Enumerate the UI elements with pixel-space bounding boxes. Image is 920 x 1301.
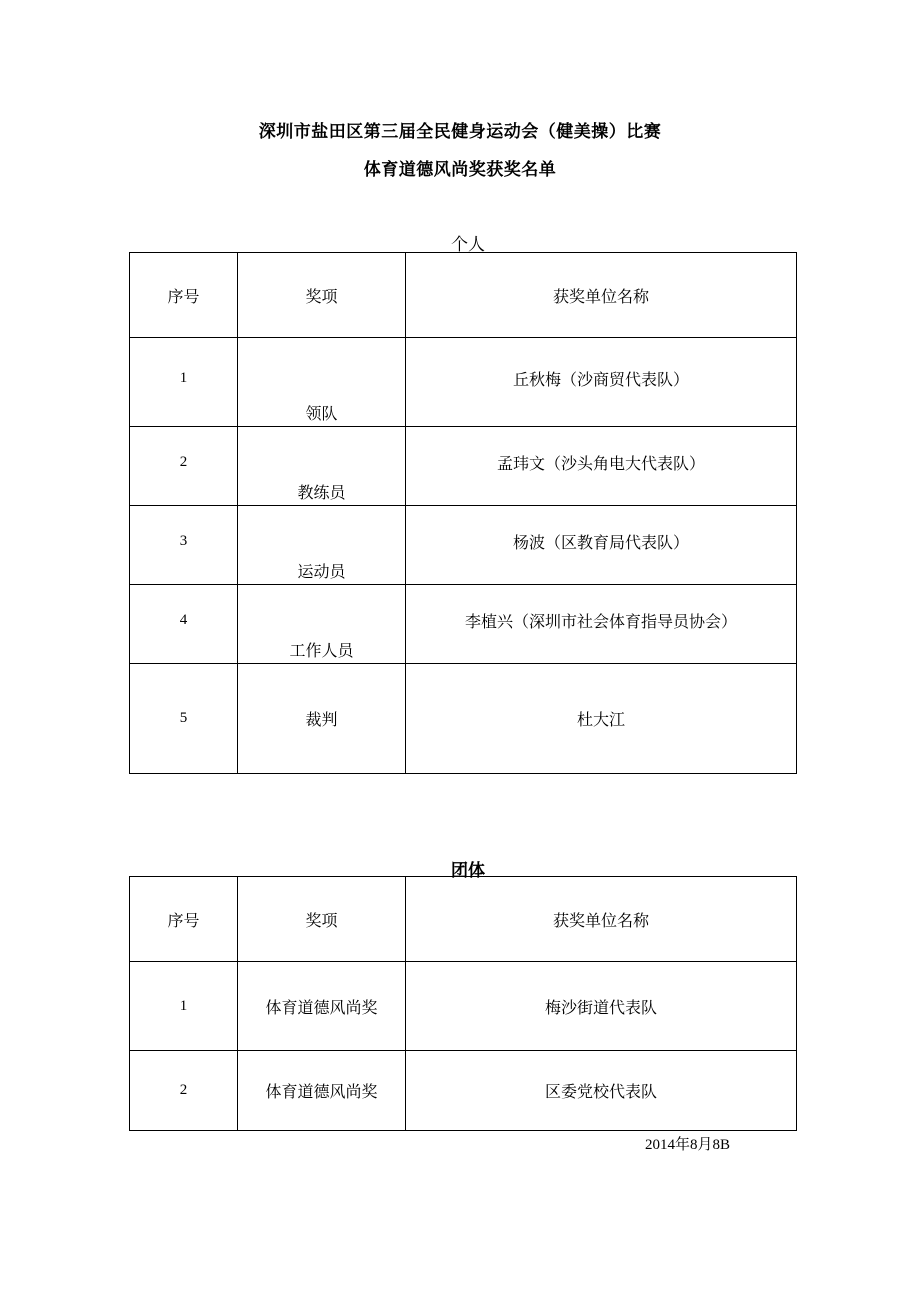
winner-name-text: 杨波（区教育局代表队） [512, 532, 689, 552]
award-name: 体育道德风尚奖 [238, 1051, 406, 1131]
award-name: 体育道德风尚奖 [238, 962, 406, 1051]
winner-name [406, 585, 797, 664]
table-row [130, 506, 797, 585]
row-number-text: 2 [179, 453, 188, 470]
winner-name [406, 338, 797, 427]
winner-name: 梅沙街道代表队 [406, 962, 797, 1051]
row-number [130, 585, 238, 664]
table-row [130, 427, 797, 506]
column-header-award: 奖项 [238, 253, 406, 338]
winner-name-text: 孟玮文（沙头角电大代表队） [496, 453, 705, 473]
team-award-table [129, 876, 797, 1131]
document-title: 深圳市盐田区第三届全民健身运动会（健美操）比赛 [258, 122, 662, 142]
winner-name: 区委党校代表队 [406, 1051, 797, 1131]
table-row [130, 338, 797, 427]
row-number-text: 4 [179, 611, 188, 628]
award-name: 裁判 [238, 664, 406, 774]
award-name: 领队 [238, 338, 406, 427]
team-section-label: 团体 [451, 861, 485, 881]
row-number-text: 3 [179, 532, 188, 549]
row-number [130, 338, 238, 427]
winner-name: 杜大江 [406, 664, 797, 774]
column-header-number: 序号 [130, 253, 238, 338]
column-header-award: 奖项 [238, 877, 406, 962]
individual-section-label: 个人 [451, 235, 485, 255]
row-number: 1 [130, 962, 238, 1051]
row-number [130, 427, 238, 506]
document-date: 2014年8月8B [645, 1137, 731, 1153]
table-row [130, 585, 797, 664]
column-header-number: 序号 [130, 877, 238, 962]
row-number-text: 1 [179, 369, 188, 386]
table-row [130, 962, 797, 1051]
row-number [130, 506, 238, 585]
winner-name [406, 506, 797, 585]
table-header-row [130, 253, 797, 338]
award-name: 教练员 [238, 427, 406, 506]
column-header-winner: 获奖单位名称 [406, 253, 797, 338]
award-name: 运动员 [238, 506, 406, 585]
row-number: 2 [130, 1051, 238, 1131]
winner-name-text: 李植兴（深圳市社会体育指导员协会） [464, 611, 737, 631]
award-name: 工作人员 [238, 585, 406, 664]
winner-name-text: 丘秋梅（沙商贸代表队） [512, 369, 689, 389]
winner-name [406, 427, 797, 506]
column-header-winner: 获奖单位名称 [406, 877, 797, 962]
document-subtitle: 体育道德风尚奖获奖名单 [363, 160, 557, 180]
row-number: 5 [130, 664, 238, 774]
table-row [130, 664, 797, 774]
individual-award-table [129, 252, 797, 774]
table-header-row [130, 877, 797, 962]
table-row [130, 1051, 797, 1131]
